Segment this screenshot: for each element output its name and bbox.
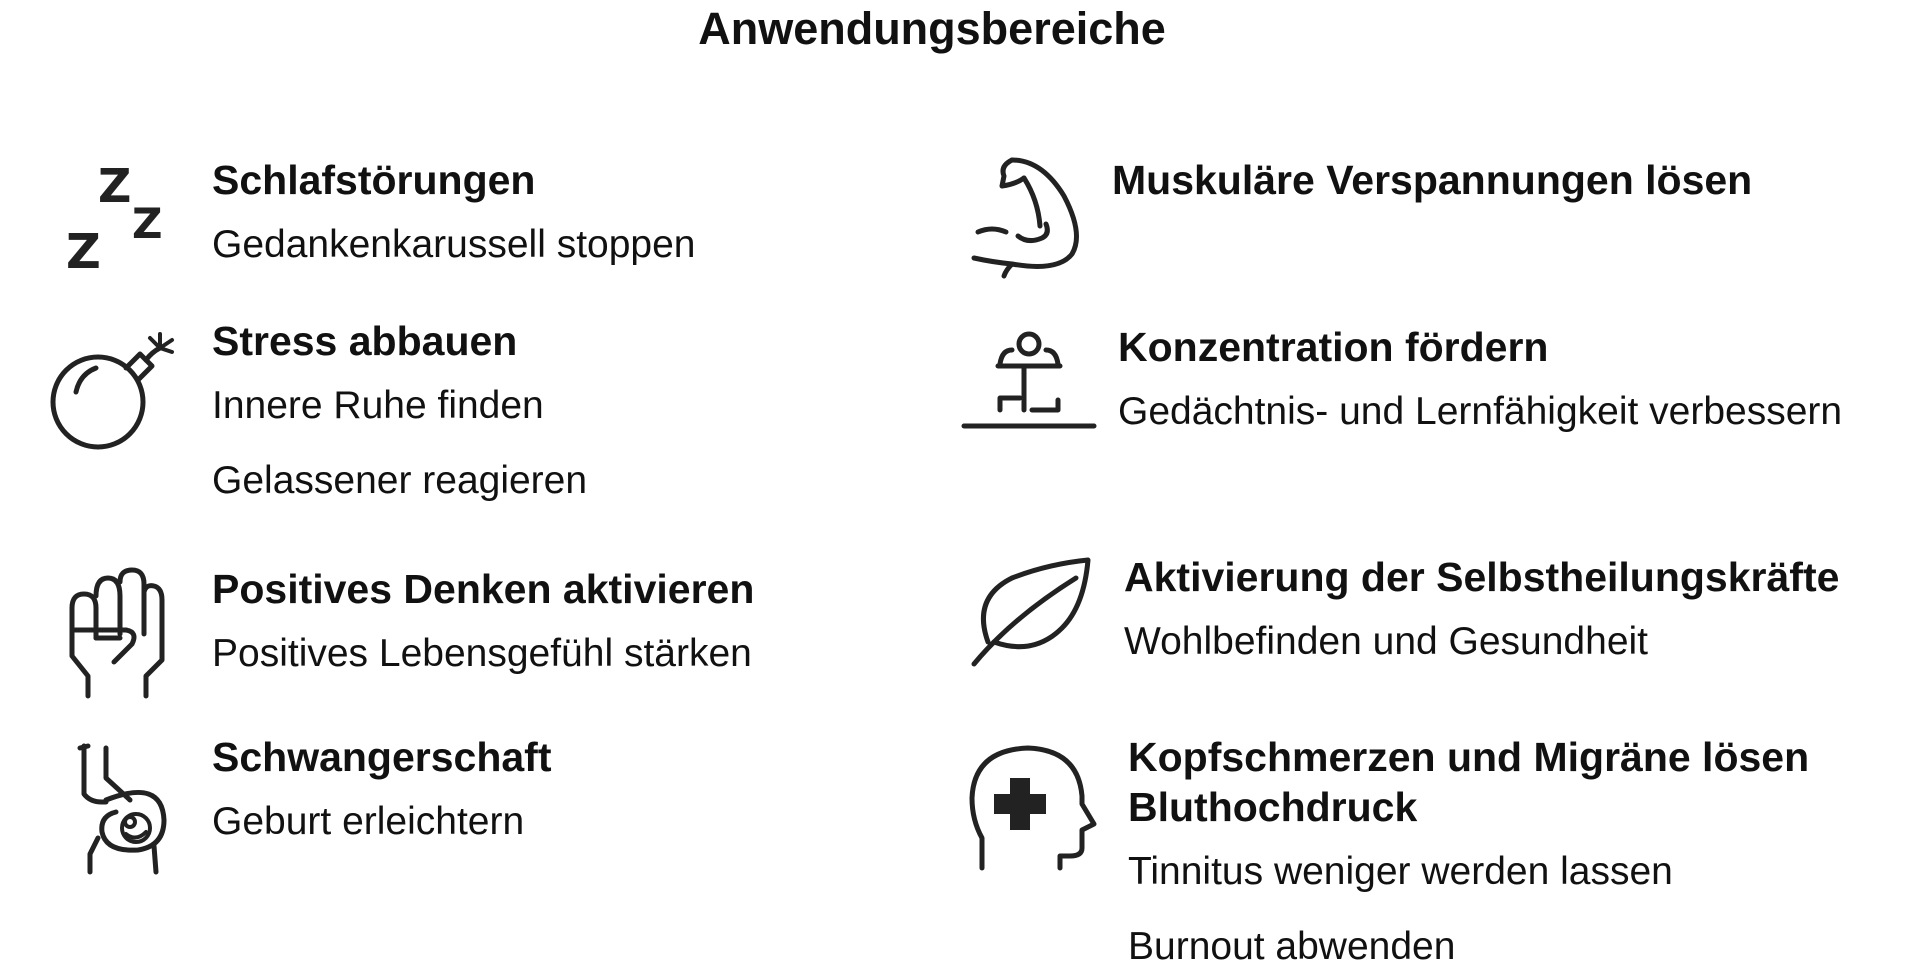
item-detail: Positives Lebensgefühl stärken bbox=[212, 632, 752, 675]
page-title: Anwendungsbereiche bbox=[698, 3, 1166, 54]
item-detail: Tinnitus weniger werden lassen bbox=[1128, 850, 1673, 893]
item-detail: Gedächtnis- und Lernfähigkeit verbessern bbox=[1118, 390, 1843, 433]
item-headache bbox=[1128, 732, 1809, 971]
item-pregnancy bbox=[212, 732, 552, 846]
svg-text:Z: Z bbox=[132, 199, 163, 248]
item-muscle-tension bbox=[1112, 155, 1752, 205]
item-detail: Innere Ruhe finden bbox=[212, 384, 544, 427]
item-detail: Burnout abwenden bbox=[1128, 925, 1456, 968]
item-self-healing bbox=[1124, 552, 1839, 666]
item-heading: Kopfschmerzen und Migräne lösen bbox=[1128, 734, 1810, 780]
item-heading: Schwangerschaft bbox=[212, 734, 552, 780]
item-stress bbox=[212, 316, 587, 505]
pregnant-belly-icon bbox=[76, 742, 171, 874]
svg-text:Z: Z bbox=[66, 224, 101, 280]
zzz-sleep-icon bbox=[64, 159, 174, 280]
leaf-icon bbox=[972, 558, 1092, 668]
flexed-arm-icon bbox=[972, 156, 1090, 278]
item-concentration bbox=[1118, 322, 1842, 436]
item-detail: Gedankenkarussell stoppen bbox=[212, 223, 696, 266]
meditation-desk-icon bbox=[962, 330, 1096, 430]
item-heading: Aktivierung der Selbstheilungskräfte bbox=[1124, 554, 1840, 600]
item-detail: Geburt erleichtern bbox=[212, 800, 525, 843]
item-heading: Positives Denken aktivieren bbox=[212, 566, 755, 612]
item-positive-thinking bbox=[212, 564, 754, 678]
bomb-icon bbox=[48, 330, 173, 455]
item-heading: Muskuläre Verspannungen lösen bbox=[1112, 157, 1753, 203]
svg-text:Z: Z bbox=[98, 159, 132, 213]
item-heading: Konzentration fördern bbox=[1118, 324, 1549, 370]
item-detail: Wohlbefinden und Gesundheit bbox=[1124, 620, 1649, 663]
head-medical-cross-icon bbox=[970, 744, 1096, 874]
item-sleep bbox=[212, 155, 695, 269]
item-heading: Stress abbauen bbox=[212, 318, 518, 364]
item-heading: Schlafstörungen bbox=[212, 157, 536, 203]
raised-fist-icon bbox=[66, 568, 164, 698]
item-detail: Gelassener reagieren bbox=[212, 459, 588, 502]
item-heading-secondary: Bluthochdruck bbox=[1128, 784, 1418, 830]
